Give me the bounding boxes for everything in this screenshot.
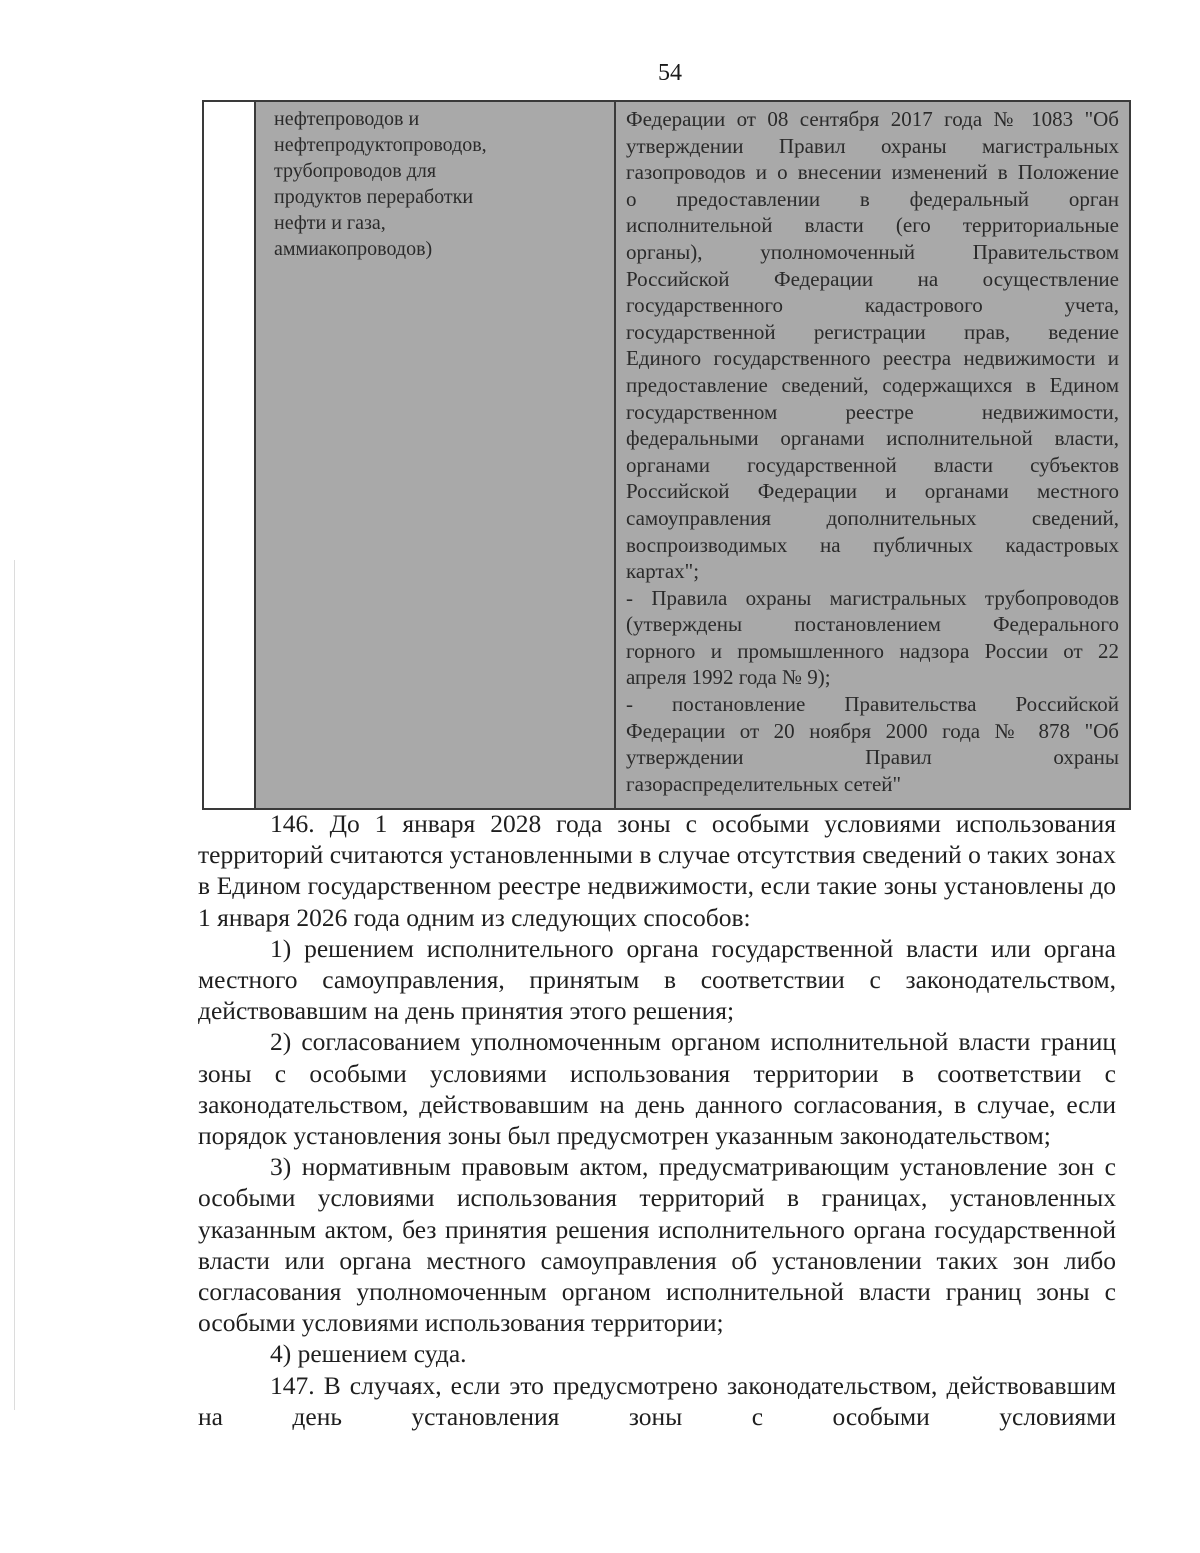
list-item-3: 3) нормативным правовым актом, предусматривающим установление зон с особыми условиями использования территорий в границах, установленных указанным актом, без принятия решения исполнительного органа государственной власти или органа местного самоуправления об установлении таких зон либо согласования уполномоченным органом исполнительной власти границ зоны с особыми условиями использования территории; — [198, 1152, 1116, 1338]
doc-line: органами государственной власти субъектов — [626, 452, 1119, 477]
paragraph-146: 146. До 1 января 2028 года зоны с особыми условиями использования территорий считаются установленными в случае отсутствия сведений о таких зонах в Едином государственном реестре недвижимости, если такие зоны установлены до 1 января 2026 года одним из следующих способов: — [198, 809, 1116, 932]
doc-line: о предоставлении в федеральный орган — [626, 186, 1119, 211]
page-number: 54 — [658, 60, 682, 86]
name-line: нефтепродуктопроводов, — [274, 134, 487, 156]
row-number-cell — [203, 101, 255, 809]
doc-line: Федерации от 20 ноября 2000 года № 878 "Об — [626, 718, 1119, 743]
doc-line: Федерации от 08 сентября 2017 года № 1083 "Об — [626, 107, 1119, 131]
zone-name-cell — [255, 101, 615, 809]
doc-line: воспроизводимых на публичных кадастровых — [626, 532, 1119, 557]
list-item-4: 4) решением суда. — [270, 1339, 467, 1369]
scan-edge-line — [14, 560, 15, 1410]
doc-line: утверждении Правил охраны — [626, 745, 1119, 770]
doc-line: самоуправления дополнительных сведений, — [626, 505, 1119, 530]
doc-line: Российской Федерации и органами местного — [626, 479, 1119, 504]
doc-line: газопроводов и о внесении изменений в Положение — [626, 160, 1119, 185]
doc-line: государственном реестре недвижимости, — [626, 399, 1119, 424]
table-grid — [202, 100, 1131, 810]
doc-line: органы), уполномоченный Правительством — [626, 239, 1119, 264]
doc-line: - постановление Правительства Российской — [626, 692, 1119, 717]
doc-line: Российской Федерации на осуществление — [626, 266, 1119, 291]
doc-line: федеральными органами исполнительной власти, — [626, 426, 1119, 451]
list-item-1: 1) решением исполнительного органа государственной власти или органа местного самоуправления, принятым в соответствии с законодательством, действовавшим на день принятия этого решения; — [198, 933, 1116, 1026]
doc-line: Единого государственного реестра недвижимости и — [626, 346, 1119, 371]
doc-line: (утверждены постановлением Федерального — [626, 612, 1119, 637]
body-text — [198, 808, 1116, 1432]
name-line: нефтепроводов и — [274, 108, 420, 130]
name-line: трубопроводов для — [274, 160, 437, 182]
name-line: продуктов переработки — [274, 186, 474, 208]
doc-line: горного и промышленного надзора России от 22 — [626, 638, 1119, 663]
zones-table — [202, 100, 1131, 810]
table-row — [203, 101, 1130, 809]
doc-line: предоставление сведений, содержащихся в Едином — [626, 372, 1119, 397]
doc-line: государственной регистрации прав, ведение — [626, 319, 1119, 344]
paragraph-147: 147. В случаях, если это предусмотрено законодательством, действовавшим на день установления зоны с особыми условиями — [198, 1370, 1116, 1431]
doc-line: - Правила охраны магистральных трубопроводов — [626, 585, 1119, 610]
legal-basis-cell — [615, 101, 1130, 809]
list-item-2: 2) согласованием уполномоченным органом исполнительной власти границ зоны с особыми условиями использования территории в соответствии с законодательством, действовавшим на день данного согласования, в случае, если порядок установления зоны был предусмотрен указанным законодательством; — [198, 1027, 1116, 1151]
doc-line: исполнительной власти (его территориальные — [626, 213, 1119, 238]
name-line: нефти и газа, — [274, 212, 386, 234]
doc-line: апреля 1992 года № 9); — [626, 665, 831, 690]
name-line: аммиакопроводов) — [274, 238, 433, 260]
doc-line: утверждении Правил охраны магистральных — [626, 133, 1119, 158]
doc-line: газораспределительных сетей" — [626, 771, 902, 796]
doc-line: государственного кадастрового учета, — [626, 293, 1119, 318]
doc-line: картах"; — [626, 559, 700, 584]
